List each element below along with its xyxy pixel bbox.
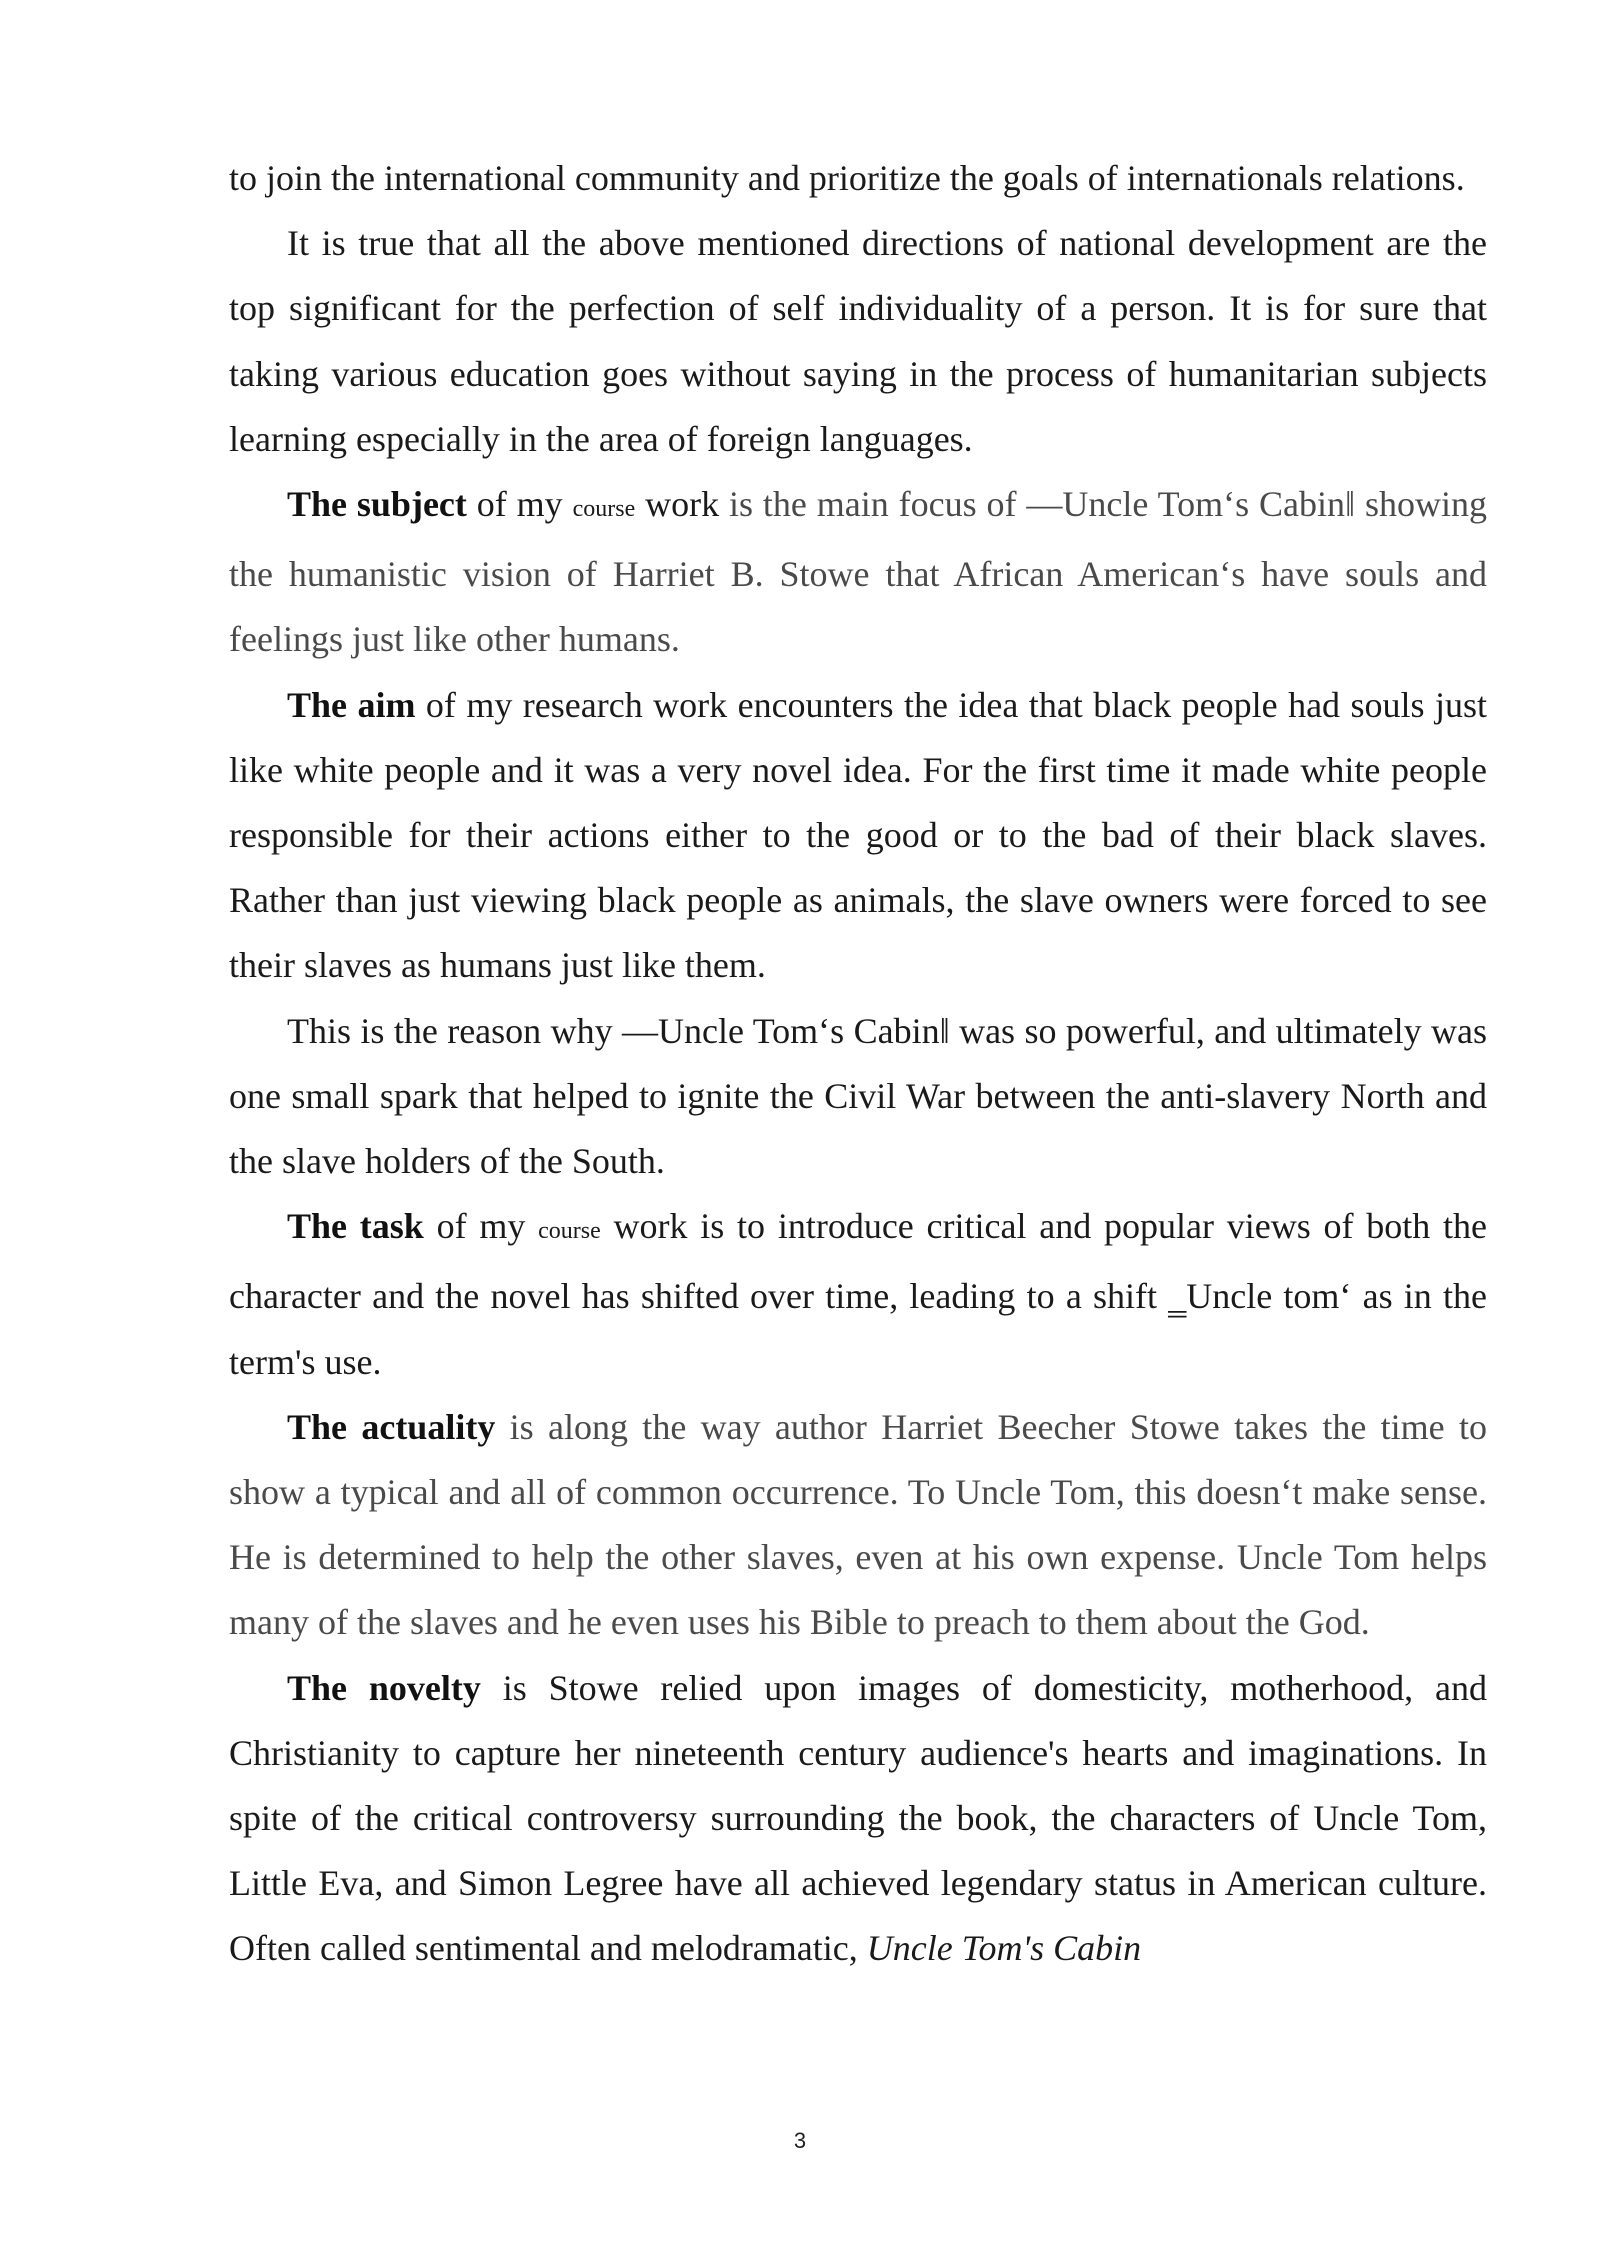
paragraph-text: of my (423, 1206, 539, 1247)
paragraph-text: It is true that all the above mentioned directions of national development are the top significant for the perfection of self individuality of a person. It is for sure that taking various education goes without saying in the process of humanitarian subjects learning especially in the area of foreign languages. (229, 223, 1487, 459)
actuality-heading: The actuality (287, 1406, 496, 1447)
paragraph-text: to join the international community and prioritize the goals of internationals relations. (229, 158, 1465, 198)
paragraph-continuation (229, 146, 1487, 211)
paragraph-reason (229, 999, 1487, 1195)
paragraph-actuality (229, 1395, 1487, 1656)
subject-heading: The subject (287, 484, 467, 525)
paragraph-aim (229, 673, 1487, 999)
paragraph-task (229, 1194, 1487, 1395)
document-body (229, 146, 1487, 1982)
paragraph-novelty (229, 1656, 1487, 1982)
novelty-heading: The novelty (287, 1667, 481, 1708)
paragraph-text: This is the reason why —Uncle Tom‘s Cabin‖ was so powerful, and ultimately was one small spark that helped to ignite the Civil War between the anti-slavery North and the slave holders of the South. (229, 1010, 1487, 1182)
page-number: 3 (793, 2128, 807, 2153)
task-heading: The task (287, 1206, 424, 1247)
course-word: course (572, 496, 636, 523)
paragraph-subject (229, 472, 1487, 673)
paragraph-text: work (635, 484, 730, 525)
paragraph-directions (229, 211, 1487, 472)
book-title-italic: Uncle Tom's Cabin (866, 1928, 1142, 1969)
paragraph-text-grey: is along the way author Harriet Beecher Stowe takes the time to show a typical and all of common occurrence. To Uncle Tom, this doesn‘t make sense. He is determined to help the other slaves, even at his own expense. Uncle Tom helps many of the slaves and he even uses his Bible to preach to them about the God. (229, 1406, 1487, 1643)
paragraph-text: of my (466, 484, 573, 525)
paragraph-text-grey: is the main focus of —Uncle Tom‘s Cabin‖ showing the humanistic vision of Harriet B. Stowe that African American‘s have souls and feelings just like other humans. (229, 484, 1487, 660)
course-word: course (538, 1218, 601, 1245)
paragraph-text: work is to introduce critical and popular views of both the character and the novel has shifted over time, leading to a shift ‗Uncle tom‘ as in the term's use. (229, 1206, 1487, 1382)
paragraph-text: of my research work encounters the idea that black people had souls just like white people and it was a very novel idea. For the first time it made white people responsible for their actions either to the good or to the bad of their black slaves. Rather than just viewing black people as animals, the slave owners were forced to see their slaves as humans just like them. (229, 684, 1487, 986)
aim-heading: The aim (287, 684, 416, 725)
paragraph-text: is Stowe relied upon images of domesticity, motherhood, and Christianity to capture her nineteenth century audience's hearts and imaginations. In spite of the critical controversy surrounding the book, the characters of Uncle Tom, Little Eva, and Simon Legree have all achieved legendary status in American culture. Often called sentimental and melodramatic, (229, 1667, 1487, 1969)
